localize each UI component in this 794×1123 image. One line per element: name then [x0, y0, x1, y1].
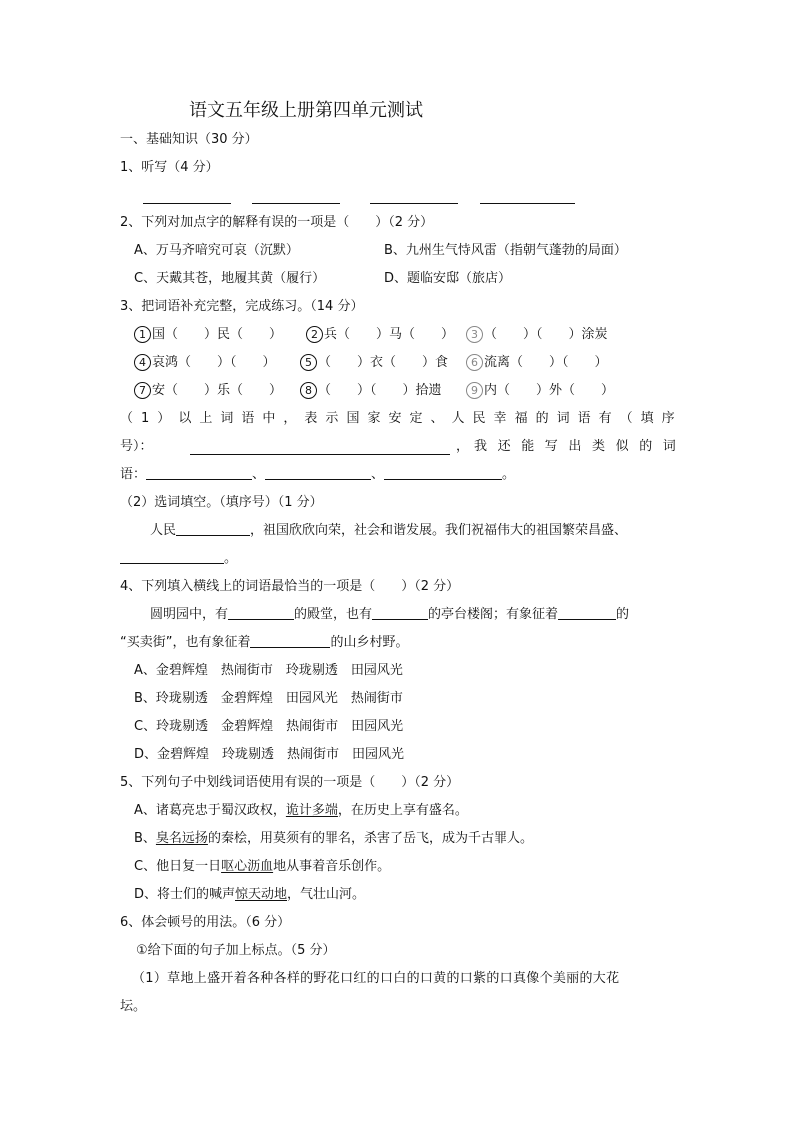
- q3-sub2-text: [150, 521, 627, 541]
- char: 的: [535, 411, 549, 426]
- text: “买卖街”，也有象征着: [120, 635, 251, 650]
- char: 人: [451, 411, 465, 426]
- char: 幸: [493, 411, 507, 426]
- circled-number: 3: [466, 326, 483, 343]
- separator: 、: [371, 467, 385, 482]
- text: 的: [616, 607, 630, 622]
- char: （: [619, 411, 633, 426]
- char: 定: [409, 411, 423, 426]
- q3-sub1-line3: [120, 465, 515, 485]
- circled-number: 1: [134, 326, 151, 343]
- fill-blank[interactable]: [250, 633, 330, 648]
- question-1-stem: 1、听写（4 分）: [120, 160, 219, 175]
- q3-item-2[interactable]: [306, 325, 454, 345]
- text: B、: [134, 831, 156, 846]
- text: ，气壮山河。: [287, 887, 366, 902]
- char: 以: [178, 411, 192, 426]
- circled-number: 6: [466, 354, 483, 371]
- q3-item-text: 内（ ）外（ ）: [484, 383, 615, 398]
- q3-item-text: （ ）（ ）涂炭: [484, 327, 608, 342]
- question-6-stem: 6、体会顿号的用法。（6 分）: [120, 915, 291, 930]
- q3-sub2-text-end: [120, 549, 237, 569]
- fill-blank[interactable]: [372, 605, 428, 620]
- q6-sub1-stem: ①给下面的句子加上标点。（5 分）: [136, 943, 336, 958]
- q5-option-b[interactable]: [134, 829, 533, 849]
- char: （: [120, 411, 134, 426]
- text: 人民: [150, 523, 177, 538]
- char: 、: [430, 411, 444, 426]
- char: 1: [141, 411, 150, 426]
- circled-number: 4: [134, 354, 151, 371]
- text: A、诸葛亮忠于蜀汉政权，: [134, 803, 286, 818]
- char: 家: [367, 411, 381, 426]
- text: ，在历史上享有盛名。: [337, 803, 468, 818]
- fill-blank[interactable]: [558, 605, 616, 620]
- q4-option-b[interactable]: B、玲珑剔透 金碧辉煌 田园风光 热闹街市: [134, 691, 403, 706]
- q3-answer-line[interactable]: [190, 454, 450, 455]
- underlined-term: 诡计多端: [285, 803, 338, 818]
- period: 。: [502, 467, 516, 482]
- text: 的殿堂，也有: [294, 607, 373, 622]
- q5-option-c[interactable]: [134, 857, 390, 877]
- q2-option-d[interactable]: D、题临安邸（旅店）: [384, 271, 512, 286]
- text: D、将士们的喊声: [134, 887, 236, 902]
- char: ）: [157, 411, 171, 426]
- char: 填: [640, 411, 654, 426]
- char: 国: [346, 411, 360, 426]
- similar-word-blank-2[interactable]: [265, 465, 371, 480]
- q3-item-7[interactable]: [134, 381, 282, 401]
- label: 语：: [120, 467, 147, 482]
- q3-item-4[interactable]: [134, 353, 276, 373]
- circled-number: 7: [134, 382, 151, 399]
- char: 词: [556, 411, 570, 426]
- q3-item-text: 哀鸿（ ）（ ）: [152, 355, 276, 370]
- separator: 、: [252, 467, 266, 482]
- char: 福: [514, 411, 528, 426]
- q3-item-3[interactable]: [466, 325, 608, 345]
- char: 词: [220, 411, 234, 426]
- fill-blank[interactable]: [176, 521, 250, 536]
- q3-item-text: （ ）衣（ ）食: [318, 355, 449, 370]
- question-3-stem: 3、把词语补充完整，完成练习。（14 分）: [120, 299, 364, 314]
- dictation-line-2[interactable]: [252, 203, 340, 204]
- question-2-stem: 2、下列对加点字的解释有误的一项是（ ）（2 分）: [120, 215, 434, 230]
- text: 的亭台楼阁；有象征着: [428, 607, 559, 622]
- similar-word-blank-3[interactable]: [384, 465, 502, 480]
- q3-item-text: 流离（ ）（ ）: [484, 355, 608, 370]
- q4-passage-line2: [120, 633, 409, 653]
- char: 语: [241, 411, 255, 426]
- char: 民: [472, 411, 486, 426]
- q4-option-a[interactable]: A、金碧辉煌 热闹街市 玲珑剔透 田园风光: [134, 663, 403, 678]
- q3-sub1-prefix: 号）：: [120, 439, 153, 454]
- q3-comma: ，: [456, 439, 470, 454]
- period: 。: [224, 551, 238, 566]
- char: 上: [199, 411, 213, 426]
- char: 序: [661, 411, 675, 426]
- text: 的山乡村野。: [330, 635, 409, 650]
- underlined-term: 呕心沥血: [221, 859, 274, 874]
- q3-item-8[interactable]: [300, 381, 442, 401]
- char: ，: [283, 411, 297, 426]
- q3-item-text: 兵（ ）马（ ）: [324, 327, 455, 342]
- dictation-line-4[interactable]: [480, 203, 575, 204]
- q4-option-c[interactable]: C、玲珑剔透 金碧辉煌 热闹街市 田园风光: [134, 719, 404, 734]
- q2-option-a[interactable]: A、万马齐喑究可哀（沉默）: [134, 243, 299, 258]
- q4-option-d[interactable]: D、金碧辉煌 玲珑剔透 热闹街市 田园风光: [134, 747, 405, 762]
- q3-sub1-continue: 我还能写出类似的词: [474, 439, 687, 454]
- text: C、他日复一日: [134, 859, 222, 874]
- question-4-stem: 4、下列填入横线上的词语最恰当的一项是（ ）（2 分）: [120, 579, 460, 594]
- q5-option-d[interactable]: [134, 885, 365, 905]
- underlined-term: 臭名远扬: [155, 831, 208, 846]
- text: 的秦桧，用莫须有的罪名，杀害了岳飞，成为千古罪人。: [207, 831, 533, 846]
- fill-blank[interactable]: [120, 549, 224, 564]
- char: 示: [325, 411, 339, 426]
- q3-sub1-line1: [120, 409, 675, 429]
- char: 中: [262, 411, 276, 426]
- q3-item-text: （ ）（ ）拾遗: [318, 383, 442, 398]
- q3-item-5[interactable]: [300, 353, 448, 373]
- circled-number: 8: [300, 382, 317, 399]
- fill-blank[interactable]: [228, 605, 294, 620]
- text: ，祖国欣欣向荣，社会和谐发展。我们祝福伟大的祖国繁荣昌盛、: [250, 523, 628, 538]
- text: 圆明园中，有: [150, 607, 229, 622]
- dictation-line-1[interactable]: [143, 203, 231, 204]
- circled-number: 5: [300, 354, 317, 371]
- circled-number: 2: [306, 326, 323, 343]
- q3-item-6[interactable]: [466, 353, 608, 373]
- q3-sub2-stem: （2）选词填空。（填序号）（1 分）: [120, 495, 323, 510]
- section-heading: 一、基础知识（30 分）: [120, 132, 258, 147]
- text: 地从事着音乐创作。: [273, 859, 391, 874]
- page-title: 语文五年级上册第四单元测试: [189, 100, 423, 121]
- circled-number: 9: [466, 382, 483, 399]
- underlined-term: 惊天动地: [235, 887, 288, 902]
- q4-passage-line1: [150, 605, 629, 625]
- similar-word-blank-1[interactable]: [146, 465, 252, 480]
- char: 表: [304, 411, 318, 426]
- question-5-stem: 5、下列句子中划线词语使用有误的一项是（ ）（2 分）: [120, 775, 460, 790]
- q3-item-9[interactable]: [466, 381, 614, 401]
- q2-option-b[interactable]: B、九州生气恃风雷（指朝气蓬勃的局面）: [384, 243, 627, 258]
- q5-option-a[interactable]: [134, 801, 468, 821]
- char: 安: [388, 411, 402, 426]
- q6-sentence-1-end: 坛。: [120, 999, 147, 1014]
- char: 有: [598, 411, 612, 426]
- q2-option-c[interactable]: C、天戴其苍，地履其黄（履行）: [134, 271, 326, 286]
- q3-item-text: 安（ ）乐（ ）: [152, 383, 283, 398]
- q3-item-1[interactable]: [134, 325, 282, 345]
- q3-item-text: 国（ ）民（ ）: [152, 327, 283, 342]
- dictation-line-3[interactable]: [370, 203, 458, 204]
- q6-sentence-1: （1）草地上盛开着各种各样的野花口红的口白的口黄的口紫的口真像个美丽的大花: [132, 971, 620, 986]
- char: 语: [577, 411, 591, 426]
